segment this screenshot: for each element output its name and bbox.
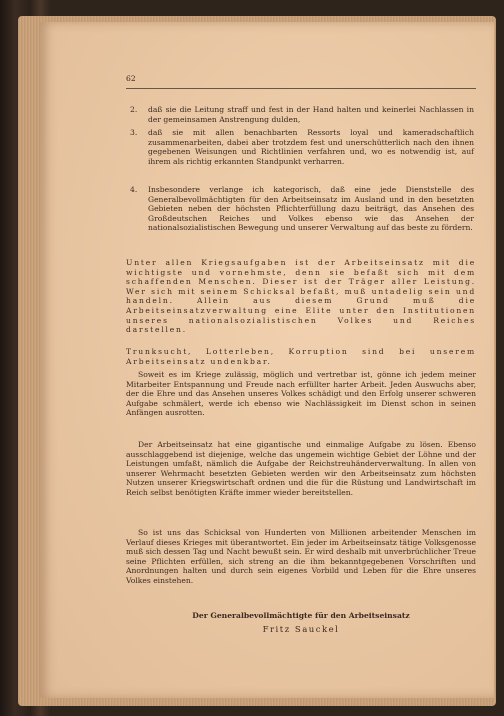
signature-name: Fritz Sauckel: [262, 625, 340, 635]
emphasis-paragraph: Trunksucht, Lotterleben, Korruption sind bei unserem Arbeitseinsatz undenkbar.: [126, 347, 476, 366]
list-text: daß sie die Leitung straff und fest in der Hand halten und keinerlei Nachlassen in der gemeinsamen Anstrengung dulden,: [148, 105, 474, 124]
body-paragraph: Der Arbeitseinsatz hat eine gigantische und einmalige Aufgabe zu lösen. Ebenso ausschlaggebend ist diejenige, welche das ungemein wichtige Gebiet der Löhne und der Leistungen umfaßt, nämlich die Aufgabe der Reichstreuhänderverwaltung. In allen von unserer Wehrmacht besetzten Gebieten werden wir den Arbeitseinsatz zum höchsten Nutzen unserer Kriegswirtschaft ordnen und die für die Rüstung und Landwirtschaft im Reich selbst benötigten Kräfte immer wieder bereitstellen.: [126, 440, 476, 497]
list-number: 2.: [130, 105, 138, 114]
list-text: Insbesondere verlange ich kategorisch, daß eine jede Dienststelle des Generalbevollmächtigten für den Arbeitseinsatz im Ausland und in den besetzten Gebieten neben der höchsten Pflichterfüllung dazu beiträgt, das Ansehen des Großdeutschen Reiches und Volkes ebenso wie das Ansehen der nationalsozialistischen Bewegung und unserer Verwaltung auf das beste zu fördern.: [148, 185, 474, 233]
page-number: 62: [126, 74, 136, 83]
emphasis-paragraph: Unter allen Kriegsaufgaben ist der Arbeitseinsatz mit die wichtigste und vornehmste, denn sie befaßt sich mit dem schaffenden Menschen. Dieser ist der Träger aller Leistung. Wer sich mit seinem Schicksal befaßt, muß untadelig sein und handeln. Allein aus diesem Grund muß die Arbeitseinsatzverwaltung eine Elite unter den Institutionen unseres nationalsozialistischen Volkes und Reiches darstellen.: [126, 258, 476, 335]
list-number: 4.: [130, 185, 138, 194]
body-paragraph: So ist uns das Schicksal von Hunderten von Millionen arbeitender Menschen im Verlauf dieses Krieges mit überantwortet. Ein jeder im Arbeitseinsatz tätige Volksgenosse muß sich dessen Tag und Nacht bewußt sein. Er wird deshalb mit unverbrüchlicher Treue seine Pflichten erfüllen, sich streng an die ihm bekanntgegebenen Vorschriften und Anordnungen halten und durch sein eigenes Vorbild und Leben für die Ehre unseres Volkes einstehen.: [126, 528, 476, 585]
list-number: 3.: [130, 128, 138, 137]
signature-title: Der Generalbevollmächtigte für den Arbeitseinsatz: [192, 611, 410, 620]
body-paragraph: Soweit es im Kriege zulässig, möglich und vertretbar ist, gönne ich jedem meiner Mitarbeiter Entspannung und Freude nach erfüllter harter Arbeit. Jeden Auswuchs aber, der die Ehre und das Ansehen unseres Volkes schädigt und den Erfolg unserer schweren Aufgabe schmälert, werde ich ebenso wie Nachlässigkeit im Dienst schon in seinen Anfängen ausrotten.: [126, 370, 476, 418]
list-text: daß sie mit allen benachbarten Ressorts loyal und kameradschaftlich zusammenarbeiten, dabei aber trotzdem fest und unerschütterlich nach den ihnen gegebenen Weisungen und Richtlinien verfahren und, wo es notwendig ist, auf ihrem als richtig erkannten Standpunkt verharren.: [148, 128, 474, 166]
header-rule: [126, 88, 476, 89]
